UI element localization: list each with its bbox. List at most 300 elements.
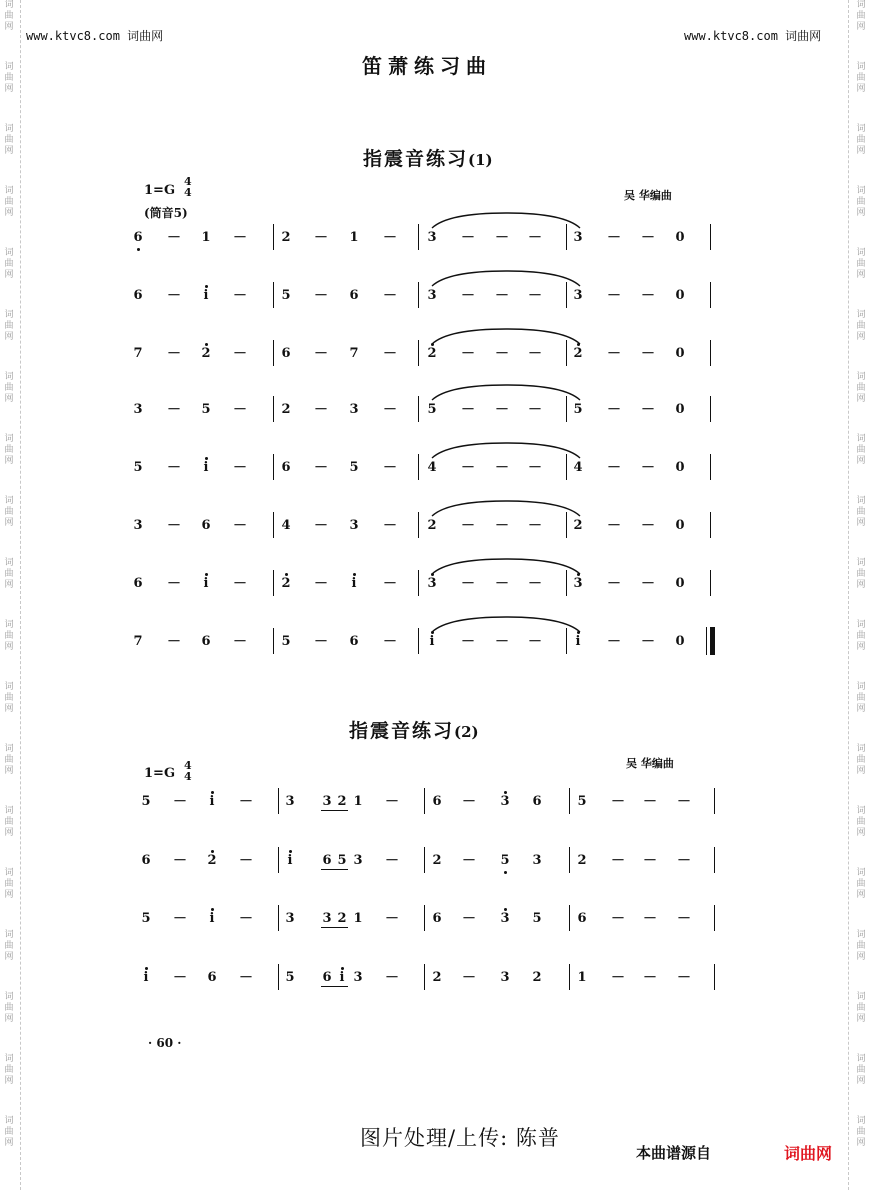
watermark-char: 网 xyxy=(4,828,14,838)
sustain-dash: － xyxy=(461,402,475,418)
sustain-dash: － xyxy=(641,634,655,650)
tie-slur xyxy=(430,440,582,462)
watermark-char: 曲 xyxy=(856,507,866,517)
note: 5 xyxy=(281,634,291,649)
watermark-char: 曲 xyxy=(856,1065,866,1075)
watermark-char: 词 xyxy=(4,1116,14,1126)
sustain-dash: － xyxy=(677,911,691,927)
watermark-char: 词 xyxy=(4,0,14,10)
note: 3 xyxy=(322,794,332,809)
note: 0 xyxy=(675,230,685,245)
sustain-dash: － xyxy=(314,288,328,304)
barline xyxy=(273,282,274,308)
watermark-char: 网 xyxy=(856,1076,866,1086)
watermark-char: 曲 xyxy=(4,507,14,517)
watermark-char: 网 xyxy=(856,394,866,404)
barline xyxy=(424,905,425,931)
watermark-char: 曲 xyxy=(4,445,14,455)
watermark-char: 词 xyxy=(856,806,866,816)
sustain-dash: － xyxy=(383,288,397,304)
note: 6 xyxy=(532,794,542,809)
note: 4 xyxy=(427,460,437,475)
barline xyxy=(418,224,419,250)
watermark-char: 曲 xyxy=(856,383,866,393)
exercise-1-tuning-note: (筒音5) xyxy=(144,206,188,220)
note: 3 xyxy=(353,853,363,868)
sustain-dash: － xyxy=(383,576,397,592)
note: 2 xyxy=(570,342,586,366)
note: 3 xyxy=(427,288,437,303)
sustain-dash: － xyxy=(643,911,657,927)
sustain-dash: － xyxy=(641,402,655,418)
watermark-char: 词 xyxy=(4,124,14,134)
score-row xyxy=(0,514,870,538)
note: 2 xyxy=(432,853,442,868)
sustain-dash: － xyxy=(383,518,397,534)
note: 5 xyxy=(577,794,587,809)
barline xyxy=(569,905,570,931)
watermark-char: 词 xyxy=(4,1054,14,1064)
watermark-char: 曲 xyxy=(4,383,14,393)
sustain-dash: － xyxy=(461,346,475,362)
sustain-dash: － xyxy=(528,634,542,650)
note: 6 xyxy=(141,853,151,868)
header-watermark-left: www.ktvc8.com 词曲网 xyxy=(26,29,164,43)
watermark-char: 网 xyxy=(856,518,866,528)
sustain-dash: － xyxy=(314,460,328,476)
note: 2 xyxy=(532,970,542,985)
sustain-dash: － xyxy=(611,794,625,810)
sustain-dash: － xyxy=(462,853,476,869)
watermark-char: 网 xyxy=(4,394,14,404)
watermark-char: 网 xyxy=(856,270,866,280)
note: 2 xyxy=(198,342,214,366)
page-number: · 60 · xyxy=(148,1036,182,1050)
sustain-dash: － xyxy=(462,911,476,927)
watermark-char: 词 xyxy=(856,558,866,568)
note: 5 xyxy=(141,911,151,926)
tie-slur xyxy=(430,382,582,404)
watermark-char: 曲 xyxy=(856,11,866,21)
watermark-char: 网 xyxy=(4,890,14,900)
barline xyxy=(273,628,274,654)
watermark-char: 网 xyxy=(4,332,14,342)
exercise-1-key-text: 1=G xyxy=(144,183,176,198)
note: 1 xyxy=(353,911,363,926)
watermark-char: 网 xyxy=(856,580,866,590)
watermark-char: 词 xyxy=(856,868,866,878)
watermark-char: 曲 xyxy=(856,197,866,207)
note: 5 xyxy=(497,849,513,873)
beam-underline xyxy=(321,810,348,811)
note: 6 xyxy=(432,911,442,926)
sustain-dash: － xyxy=(173,970,187,986)
note: 2 xyxy=(427,518,437,533)
barline xyxy=(273,396,274,422)
note: 6 xyxy=(349,288,359,303)
note: 0 xyxy=(675,634,685,649)
watermark-char: 曲 xyxy=(856,73,866,83)
note: 2 xyxy=(337,794,347,809)
beam-underline xyxy=(321,927,348,928)
score-row xyxy=(0,456,870,480)
sustain-dash: － xyxy=(233,288,247,304)
note: 3 xyxy=(427,230,437,245)
note: 4 xyxy=(281,518,291,533)
sustain-dash: － xyxy=(239,970,253,986)
score-row xyxy=(0,572,870,596)
exercise-2-number: (2) xyxy=(454,723,479,741)
watermark-char: 网 xyxy=(4,1076,14,1086)
watermark-char: 网 xyxy=(4,642,14,652)
note: 5 xyxy=(201,402,211,417)
sustain-dash: － xyxy=(167,346,181,362)
sustain-dash: － xyxy=(314,634,328,650)
note: i xyxy=(570,630,586,654)
watermark-char: 曲 xyxy=(4,259,14,269)
sustain-dash: － xyxy=(607,460,621,476)
note: i xyxy=(198,572,214,596)
note: 2 xyxy=(281,402,291,417)
watermark-char: 词 xyxy=(4,62,14,72)
exercise-1-title-text: 指震音练习 xyxy=(363,148,469,170)
final-barline-thick xyxy=(710,627,715,655)
sustain-dash: － xyxy=(167,288,181,304)
score-row xyxy=(0,226,870,250)
exercise-2-title-text: 指震音练习 xyxy=(349,720,455,742)
barline xyxy=(418,628,419,654)
note: 2 xyxy=(281,230,291,245)
watermark-char: 曲 xyxy=(4,755,14,765)
sustain-dash: － xyxy=(607,518,621,534)
sustain-dash: － xyxy=(462,794,476,810)
sustain-dash: － xyxy=(641,288,655,304)
note: 3 xyxy=(285,794,295,809)
note: i xyxy=(334,966,350,990)
sustain-dash: － xyxy=(461,460,475,476)
watermark-char: 曲 xyxy=(4,631,14,641)
watermark-char: 网 xyxy=(4,1014,14,1024)
sustain-dash: － xyxy=(495,402,509,418)
sustain-dash: － xyxy=(383,402,397,418)
sustain-dash: － xyxy=(607,346,621,362)
watermark-gap xyxy=(854,33,868,62)
score-row xyxy=(0,630,870,654)
note: 6 xyxy=(130,226,146,250)
sustain-dash: － xyxy=(233,346,247,362)
barline xyxy=(710,454,711,480)
note: 5 xyxy=(337,853,347,868)
exercise-1-title xyxy=(363,144,493,171)
sustain-dash: － xyxy=(385,794,399,810)
watermark-gap xyxy=(854,653,868,682)
watermark-char: 网 xyxy=(856,1138,866,1148)
sustain-dash: － xyxy=(607,288,621,304)
watermark-char: 曲 xyxy=(856,631,866,641)
barline xyxy=(278,788,279,814)
watermark-char: 词 xyxy=(4,682,14,692)
sustain-dash: － xyxy=(677,853,691,869)
note: 6 xyxy=(432,794,442,809)
note: 6 xyxy=(322,853,332,868)
exercise-1-time-signature xyxy=(184,176,192,198)
watermark-char: 网 xyxy=(4,208,14,218)
watermark-char: 词 xyxy=(856,620,866,630)
watermark-char: 曲 xyxy=(856,445,866,455)
watermark-gap xyxy=(2,653,16,682)
exercise-2-title xyxy=(349,716,479,743)
sustain-dash: － xyxy=(495,576,509,592)
watermark-char: 曲 xyxy=(856,755,866,765)
barline xyxy=(710,340,711,366)
watermark-char: 曲 xyxy=(4,1065,14,1075)
watermark-char: 网 xyxy=(4,22,14,32)
watermark-char: 网 xyxy=(856,642,866,652)
watermark-gap xyxy=(2,33,16,62)
sustain-dash: － xyxy=(495,288,509,304)
sustain-dash: － xyxy=(385,970,399,986)
barline xyxy=(273,512,274,538)
watermark-char: 网 xyxy=(4,146,14,156)
score-row xyxy=(0,849,870,873)
sustain-dash: － xyxy=(528,460,542,476)
sustain-dash: － xyxy=(383,230,397,246)
sustain-dash: － xyxy=(167,634,181,650)
barline xyxy=(418,282,419,308)
sustain-dash: － xyxy=(641,346,655,362)
watermark-char: 词 xyxy=(856,744,866,754)
sustain-dash: － xyxy=(607,634,621,650)
watermark-char: 词 xyxy=(856,186,866,196)
watermark-gap xyxy=(2,1087,16,1116)
barline xyxy=(710,512,711,538)
note: 6 xyxy=(133,576,143,591)
barline xyxy=(710,282,711,308)
watermark-char: 词 xyxy=(4,186,14,196)
note: 3 xyxy=(500,970,510,985)
note: 3 xyxy=(353,970,363,985)
watermark-gap xyxy=(854,157,868,186)
note: 3 xyxy=(322,911,332,926)
sustain-dash: － xyxy=(528,288,542,304)
note: 5 xyxy=(532,911,542,926)
watermark-char: 词 xyxy=(856,248,866,258)
score-row xyxy=(0,966,870,990)
exercise-2-time-signature xyxy=(184,760,192,782)
watermark-char: 词 xyxy=(4,806,14,816)
note: 3 xyxy=(349,518,359,533)
watermark-char: 网 xyxy=(4,84,14,94)
watermark-char: 网 xyxy=(856,890,866,900)
sustain-dash: － xyxy=(383,346,397,362)
note: 2 xyxy=(573,518,583,533)
watermark-char: 词 xyxy=(856,1116,866,1126)
watermark-char: 网 xyxy=(4,456,14,466)
sustain-dash: － xyxy=(314,346,328,362)
watermark-char: 词 xyxy=(4,558,14,568)
note: 0 xyxy=(675,402,685,417)
barline xyxy=(710,224,711,250)
note: 3 xyxy=(133,518,143,533)
watermark-char: 曲 xyxy=(856,941,866,951)
note: 6 xyxy=(322,970,332,985)
sustain-dash: － xyxy=(173,911,187,927)
sustain-dash: － xyxy=(643,794,657,810)
note: i xyxy=(282,849,298,873)
note: 3 xyxy=(497,907,513,931)
barline xyxy=(569,964,570,990)
note: 0 xyxy=(675,576,685,591)
watermark-char: 曲 xyxy=(4,73,14,83)
note: 3 xyxy=(497,790,513,814)
barline xyxy=(278,964,279,990)
header-watermark-right: www.ktvc8.com 词曲网 xyxy=(684,29,822,43)
sustain-dash: － xyxy=(233,634,247,650)
barline xyxy=(710,570,711,596)
sustain-dash: － xyxy=(641,518,655,534)
watermark-char: 网 xyxy=(856,704,866,714)
watermark-gap xyxy=(2,1149,16,1178)
note: 3 xyxy=(573,230,583,245)
note: 2 xyxy=(278,572,294,596)
watermark-char: 网 xyxy=(4,952,14,962)
sustain-dash: － xyxy=(495,460,509,476)
sustain-dash: － xyxy=(461,230,475,246)
watermark-char: 词 xyxy=(4,868,14,878)
score-row xyxy=(0,790,870,814)
sustain-dash: － xyxy=(677,794,691,810)
watermark-char: 曲 xyxy=(856,135,866,145)
watermark-char: 曲 xyxy=(856,321,866,331)
watermark-char: 词 xyxy=(856,0,866,10)
barline xyxy=(418,570,419,596)
watermark-char: 词 xyxy=(856,434,866,444)
note: 6 xyxy=(577,911,587,926)
watermark-gap xyxy=(854,1149,868,1178)
watermark-char: 词 xyxy=(4,434,14,444)
score-row xyxy=(0,907,870,931)
watermark-char: 网 xyxy=(856,332,866,342)
sustain-dash: － xyxy=(611,911,625,927)
note: 3 xyxy=(349,402,359,417)
note: 3 xyxy=(573,288,583,303)
sustain-dash: － xyxy=(173,853,187,869)
watermark-char: 网 xyxy=(4,704,14,714)
sustain-dash: － xyxy=(643,853,657,869)
sustain-dash: － xyxy=(643,970,657,986)
watermark-char: 词 xyxy=(4,310,14,320)
watermark-char: 曲 xyxy=(4,11,14,21)
beam-underline xyxy=(321,869,348,870)
note: 2 xyxy=(432,970,442,985)
note: 1 xyxy=(201,230,211,245)
note: 6 xyxy=(201,634,211,649)
watermark-char: 曲 xyxy=(856,1003,866,1013)
note: 1 xyxy=(349,230,359,245)
barline xyxy=(424,788,425,814)
beam-underline xyxy=(321,986,348,987)
sustain-dash: － xyxy=(233,576,247,592)
page-title: 笛萧练习曲 xyxy=(362,54,492,78)
note: 6 xyxy=(349,634,359,649)
note: 6 xyxy=(207,970,217,985)
note: 3 xyxy=(285,911,295,926)
source-brand: 词曲网 xyxy=(784,1144,833,1163)
sustain-dash: － xyxy=(607,576,621,592)
barline xyxy=(714,905,715,931)
barline xyxy=(278,847,279,873)
exercise-2-key xyxy=(144,766,175,781)
watermark-char: 曲 xyxy=(856,259,866,269)
watermark-char: 词 xyxy=(4,744,14,754)
watermark-char: 网 xyxy=(856,22,866,32)
watermark-char: 曲 xyxy=(4,1127,14,1137)
note: 2 xyxy=(337,911,347,926)
note: 3 xyxy=(532,853,542,868)
barline xyxy=(714,788,715,814)
barline xyxy=(273,570,274,596)
score-row xyxy=(0,342,870,366)
sustain-dash: － xyxy=(611,970,625,986)
sustain-dash: － xyxy=(233,460,247,476)
note: 5 xyxy=(133,460,143,475)
note: i xyxy=(424,630,440,654)
note: 5 xyxy=(285,970,295,985)
watermark-char: 网 xyxy=(856,828,866,838)
sustain-dash: － xyxy=(167,460,181,476)
sustain-dash: － xyxy=(233,518,247,534)
barline xyxy=(424,847,425,873)
watermark-char: 曲 xyxy=(4,569,14,579)
sustain-dash: － xyxy=(383,634,397,650)
note: 7 xyxy=(133,634,143,649)
watermark-char: 曲 xyxy=(856,879,866,889)
exercise-1-key xyxy=(144,183,175,198)
exercise-2-time-den: 4 xyxy=(184,770,192,783)
watermark-char: 曲 xyxy=(856,569,866,579)
note: i xyxy=(204,907,220,931)
barline xyxy=(710,396,711,422)
note: 6 xyxy=(281,346,291,361)
note: 6 xyxy=(201,518,211,533)
sustain-dash: － xyxy=(495,346,509,362)
barline xyxy=(273,340,274,366)
sustain-dash: － xyxy=(167,230,181,246)
exercise-2-composer: 吴 华编曲 xyxy=(626,757,674,770)
note: 2 xyxy=(424,342,440,366)
note: 0 xyxy=(675,518,685,533)
barline xyxy=(418,396,419,422)
tie-slur xyxy=(430,498,582,520)
note: 3 xyxy=(133,402,143,417)
watermark-char: 曲 xyxy=(4,817,14,827)
watermark-char: 词 xyxy=(4,992,14,1002)
note: i xyxy=(198,284,214,308)
watermark-gap xyxy=(2,95,16,124)
watermark-char: 网 xyxy=(856,84,866,94)
watermark-char: 词 xyxy=(856,496,866,506)
tie-slur xyxy=(430,268,582,290)
watermark-gap xyxy=(854,715,868,744)
barline xyxy=(569,788,570,814)
barline xyxy=(278,905,279,931)
tie-slur xyxy=(430,210,582,232)
watermark-gap xyxy=(854,95,868,124)
barline xyxy=(424,964,425,990)
exercise-1-composer: 吴 华编曲 xyxy=(624,189,672,202)
sustain-dash: － xyxy=(641,460,655,476)
watermark-char: 曲 xyxy=(4,135,14,145)
